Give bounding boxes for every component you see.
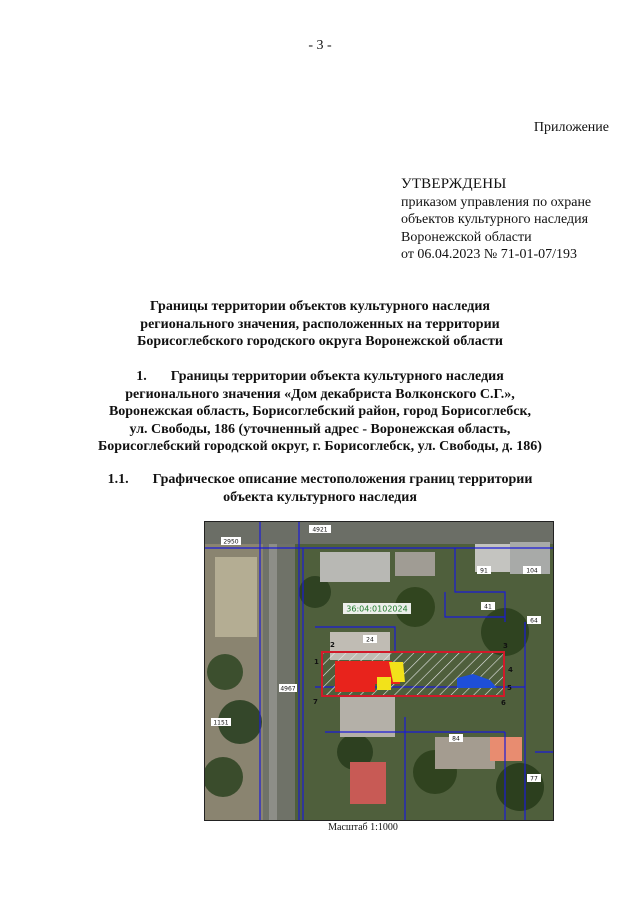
parcel-label: 77 — [530, 775, 538, 783]
building — [340, 697, 395, 737]
square-area — [215, 557, 257, 637]
point-label: 3 — [503, 642, 508, 650]
parcel-label: 4921 — [312, 526, 328, 534]
building — [435, 737, 495, 769]
section-1-line: Борисоглебский городской округ, г. Борисоглебск, ул. Свободы, д. 186) — [98, 439, 542, 455]
subsection-heading — [0, 471, 640, 506]
approval-line: объектов культурного наследия — [401, 212, 589, 228]
building — [395, 552, 435, 576]
point-label: 5 — [507, 684, 512, 692]
approval-line: приказом управления по охране — [401, 194, 592, 210]
page-number: - 3 - — [308, 38, 332, 53]
parcel-label: 104 — [526, 567, 538, 575]
approval-line: Воронежской области — [401, 229, 532, 245]
main-heading-line: Борисоглебского городского округа Воронежской области — [137, 334, 503, 350]
section-1-line: регионального значения «Дом декабриста Волконского С.Г.», — [125, 386, 515, 402]
section-1-line: 1. Границы территории объекта культурного наследия — [136, 369, 504, 384]
point-label: 1 — [314, 658, 319, 666]
street-road — [263, 522, 295, 820]
approval-block — [401, 176, 591, 264]
parcel-label: 41 — [484, 603, 492, 611]
subsection-line: 1.1. Графическое описание местоположения границ территории — [107, 472, 533, 487]
building — [490, 737, 522, 761]
appendix-label: Приложение — [533, 120, 609, 135]
main-heading — [0, 298, 640, 351]
parcel-label: 91 — [480, 567, 488, 575]
building — [320, 552, 390, 582]
point-label: 7 — [313, 698, 318, 706]
approval-title: УТВЕРЖДЕНЫ — [401, 176, 507, 192]
map-scale: Масштаб 1:1000 — [328, 822, 398, 833]
parcel-label: 84 — [452, 735, 460, 743]
main-heading-line: регионального значения, расположенных на территории — [140, 316, 500, 332]
main-heading-line: Границы территории объектов культурного наследия — [150, 299, 490, 314]
parcel-label: 2950 — [223, 538, 239, 546]
building — [350, 762, 386, 804]
parcel-label: 1151 — [213, 719, 229, 727]
cross-road — [205, 522, 553, 544]
point-label: 4 — [508, 666, 513, 674]
parcel-label: 24 — [366, 636, 374, 644]
section-1-line: Воронежская область, Борисоглебский район, город Борисоглебск, — [108, 404, 532, 420]
parcel-label: 4967 — [280, 685, 296, 693]
subsection-line: объекта культурного наследия — [223, 489, 417, 505]
building-yellow — [377, 677, 391, 690]
satellite-map — [204, 521, 554, 821]
section-1-number: 1. — [136, 369, 147, 384]
parcel-label: 64 — [530, 617, 538, 625]
section-1-heading — [0, 368, 640, 456]
section-1-line: ул. Свободы, 186 (уточненный адрес - Воронежская область, — [129, 421, 511, 437]
cadastral-quarter-label: 36:04:0102024 — [346, 604, 408, 614]
point-label: 6 — [501, 699, 506, 707]
point-label: 2 — [330, 641, 335, 649]
subsection-number: 1.1. — [107, 472, 129, 487]
approval-date-number: от 06.04.2023 № 71-01-07/193 — [401, 247, 578, 263]
